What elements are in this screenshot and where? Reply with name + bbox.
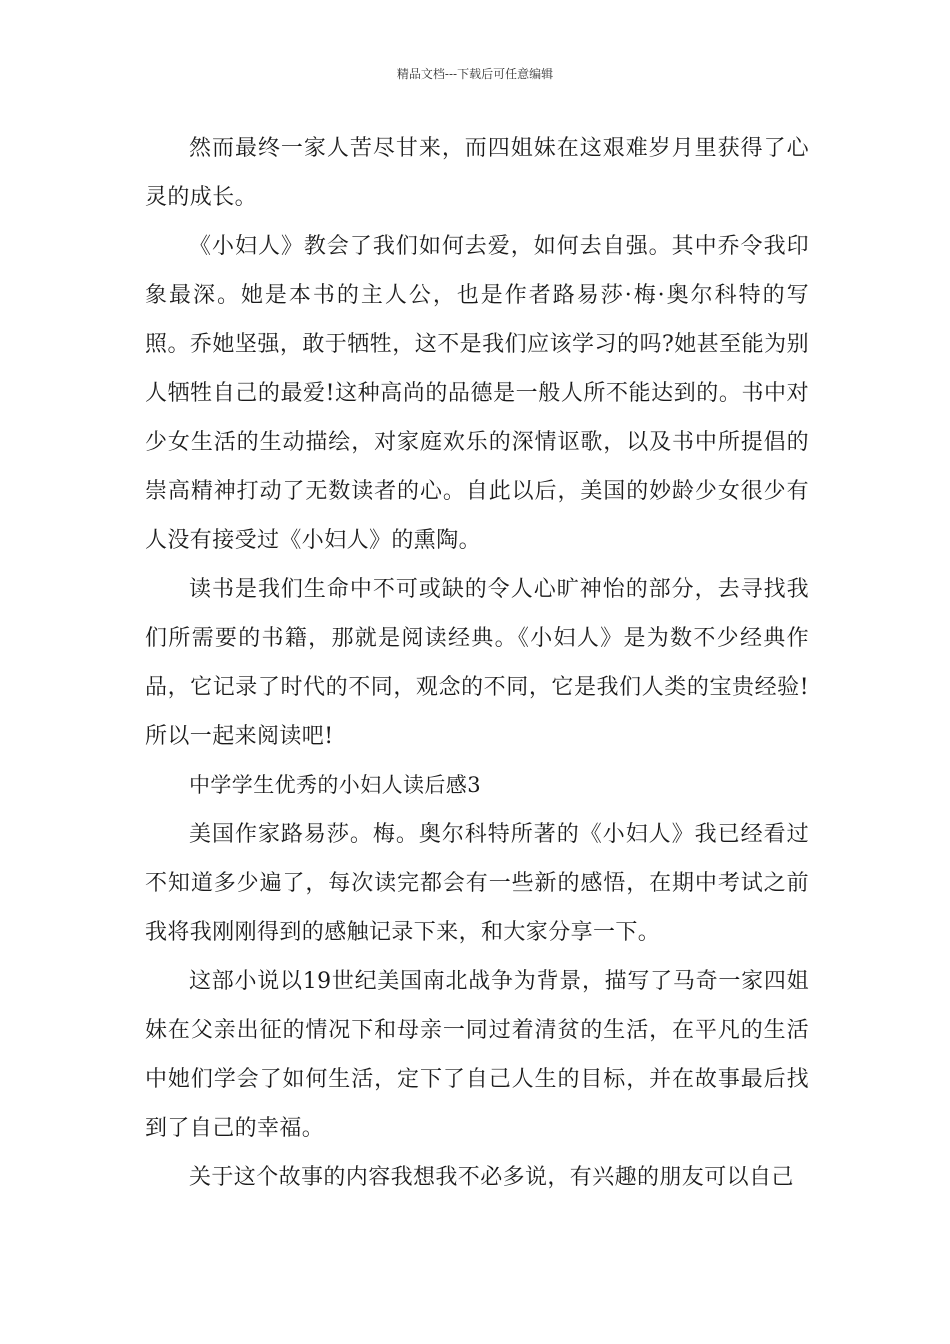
paragraph-3: 读书是我们生命中不可或缺的令人心旷神怡的部分，去寻找我们所需要的书籍，那就是阅读经典。《小妇人》是为数不少经典作品，它记录了时代的不同，观念的不同，它是我们人类的宝贵经验!所以一起来阅读吧! [145,577,809,749]
page-header: 精品文档---下载后可任意编辑 [396,67,554,81]
paragraph-2: 《小妇人》教会了我们如何去爱，如何去自强。其中乔令我印象最深。她是本书的主人公，也是作者路易莎·梅·奥尔科特的写照。乔她坚强，敢于牺牲，这不是我们应该学习的吗?她甚至能为别人牺牲自己的最爱!这种高尚的品德是一般人所不能达到的。书中对少女生活的生动描绘，对家庭欢乐的深情讴歌，以及书中所提倡的崇高精神打动了无数读者的心。自此以后，美国的妙龄少女很少有人没有接受过《小妇人》的熏陶。 [145,234,810,553]
document-body [145,124,809,1202]
section-paragraph-2: 这部小说以19世纪美国南北战争为背景，描写了马奇一家四姐妹在父亲出征的情况下和母亲一同过着清贫的生活，在平凡的生活中她们学会了如何生活，定下了自己人生的目标，并在故事最后找到了自己的幸福。 [145,969,809,1141]
section-paragraph-1: 美国作家路易莎。梅。奥尔科特所著的《小妇人》我已经看过不知道多少遍了，每次读完都会有一些新的感悟，在期中考试之前我将我刚刚得到的感触记录下来，和大家分享一下。 [145,822,809,945]
section-title: 中学学生优秀的小妇人读后感3 [189,773,481,797]
paragraph-1: 然而最终一家人苦尽甘来，而四姐妹在这艰难岁月里获得了心灵的成长。 [145,136,809,210]
section-paragraph-3: 关于这个故事的内容我想我不必多说，有兴趣的朋友可以自己 [189,1165,794,1190]
